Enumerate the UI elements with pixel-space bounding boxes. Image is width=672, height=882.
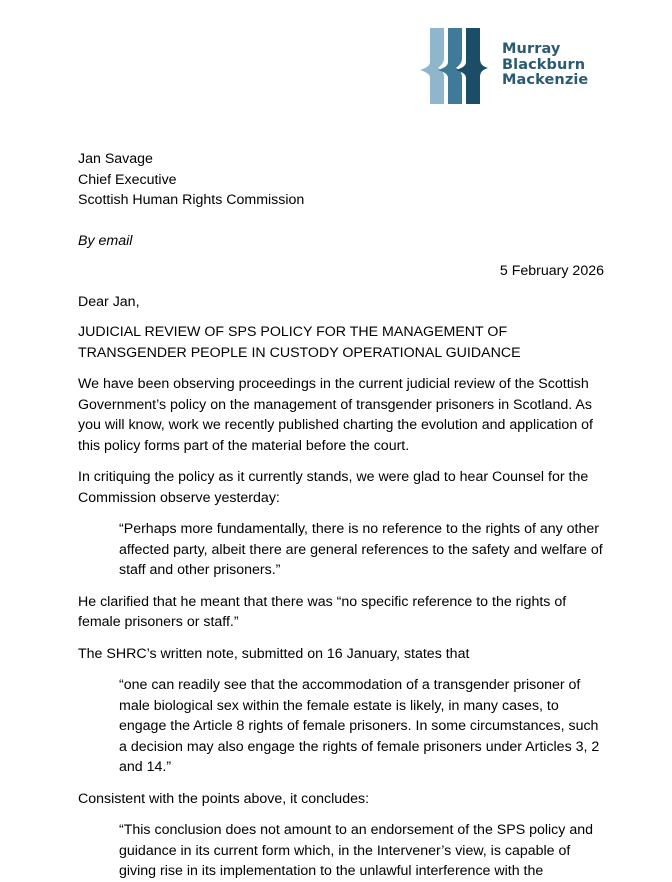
text-line: The SHRC’s written note, submitted on 16 January, states that (78, 645, 470, 662)
quote-line: and 14.” (119, 759, 172, 775)
logo-ribbon-light (420, 28, 444, 104)
logo-line-blackburn: Blackburn (502, 56, 586, 73)
text-line: female prisoners or staff.” (78, 614, 239, 630)
text-line: Commission observe yesterday: (78, 489, 280, 506)
recipient-name: Jan Savage (78, 151, 153, 167)
quote-counsel (119, 519, 604, 581)
quote-line: “This conclusion does not amount to an endorsement of the SPS policy and (119, 822, 593, 838)
paragraph-clarified (78, 592, 604, 633)
quote-line: staff and other prisoners.” (119, 562, 281, 578)
quote-conclusion (119, 820, 604, 882)
text-line: this policy forms part of the material before the court. (78, 437, 410, 454)
letter-body (78, 149, 604, 882)
quote-line: guidance in its current form which, in the Intervener’s view, is capable of (119, 842, 571, 859)
text-line: Government’s policy on the management of transgender prisoners in Scotland. As (78, 396, 592, 413)
logo-wordmark (502, 42, 588, 89)
text-line: We have been observing proceedings in the current judicial review of the Scottish (78, 376, 589, 392)
text-line: He clarified that he meant that there was “no specific reference to the rights of (78, 593, 567, 610)
quote-line: engage the Article 8 rights of female prisoners. In some circumstances, such (119, 718, 599, 734)
quote-line: a decision may also engage the rights of female prisoners under Articles 3, 2 (119, 738, 600, 755)
recipient-organisation: Scottish Human Rights Commission (78, 192, 305, 208)
text-line: you will know, work we recently published charting the evolution and application of (78, 417, 593, 433)
heading-line: JUDICIAL REVIEW OF SPS POLICY FOR THE MANAGEMENT OF (78, 324, 508, 340)
quote-line: affected party, albeit there are general references to the safety and welfare of (119, 541, 603, 558)
mbm-logo-mark-icon (420, 28, 488, 104)
paragraph-observing (78, 374, 604, 456)
logo-line-murray: Murray (502, 41, 561, 57)
text-line: In critiquing the policy as it currently stands, we were glad to hear Counsel for the (78, 469, 589, 485)
delivery-method: By email (78, 232, 133, 249)
quote-written-note (119, 675, 604, 778)
recipient-title: Chief Executive (78, 171, 177, 188)
paragraph-written-note (78, 644, 604, 665)
salutation: Dear Jan, (78, 293, 140, 310)
recipient-address (78, 149, 604, 211)
paragraph-concludes (78, 789, 604, 810)
quote-line: male biological sex within the female estate is likely, in many cases, to (119, 697, 559, 714)
text-line: Consistent with the points above, it concludes: (78, 790, 370, 807)
quote-line: “Perhaps more fundamentally, there is no reference to the rights of any other (119, 521, 600, 537)
letter-date: 5 February 2026 (499, 263, 604, 279)
letter-heading (78, 322, 604, 363)
paragraph-critiquing (78, 467, 604, 508)
quote-line: “one can readily see that the accommodation of a transgender prisoner of (119, 677, 581, 693)
letterhead (420, 28, 620, 104)
quote-line: giving rise in its implementation to the unlawful interference with the (119, 863, 544, 879)
logo-line-mackenzie: Mackenzie (502, 72, 589, 88)
heading-line: TRANSGENDER PEOPLE IN CUSTODY OPERATIONAL GUIDANCE (78, 344, 521, 361)
